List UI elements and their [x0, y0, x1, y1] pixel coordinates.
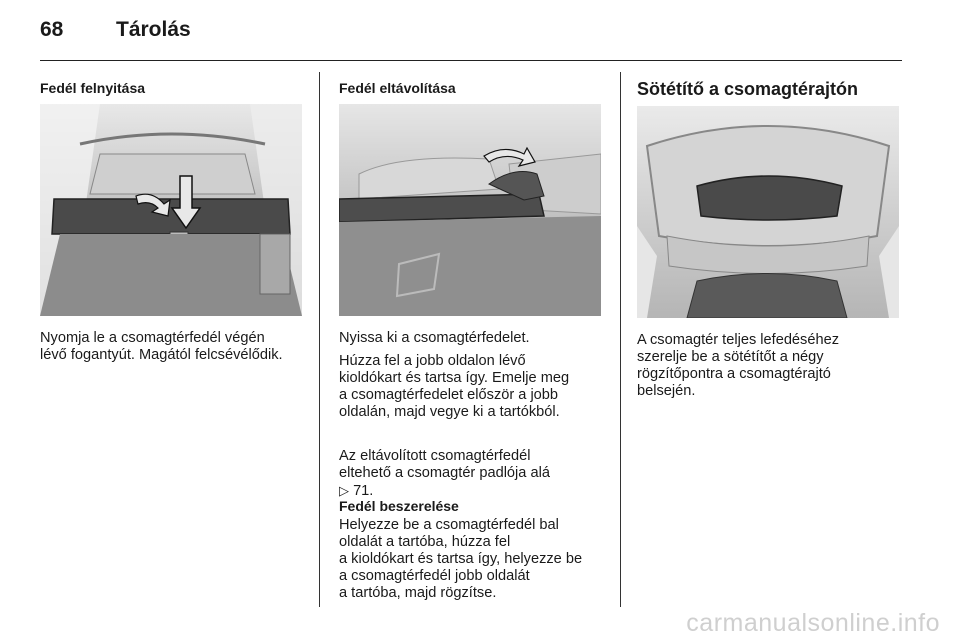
paragraph: Nyissa ki a csomagtérfedelet.: [339, 330, 530, 346]
paragraph: Nyomja le a csomagtérfedél végén lévő fogantyút. Magától felcsévélődik.: [40, 330, 283, 363]
chapter-title: Tárolás: [116, 18, 191, 41]
section-heading: Fedél eltávolítása: [339, 80, 456, 96]
ref-page: 71.: [353, 483, 374, 499]
figure-open-cover: [40, 104, 302, 316]
section-heading: Fedél felnyitása: [40, 80, 146, 96]
paragraph: Helyezze be a csomagtérfedél bal oldalát a tartóba, húzza fel a kioldókart és tartsa így, helyezze be a csomagtérfedél jobb oldalát a tartóba, majd rögzítse.: [339, 517, 583, 601]
paragraph-text: Az eltávolított csomagtérfedél eltehető a csomagtér padlója alá: [339, 448, 550, 481]
page-number: 68: [40, 18, 64, 41]
figure-sunshade: [637, 106, 899, 318]
paragraph: Húzza fel a jobb oldalon lévő kioldókart és tartsa így. Emelje meg a csomagtérfedelet először a jobb oldalán, majd vegye ki a tartókból.: [339, 353, 570, 420]
column-divider: [319, 72, 320, 607]
section-subheading: Fedél beszerelése: [339, 498, 459, 514]
ref-arrow-icon: ▷: [339, 483, 349, 498]
watermark: carmanualsonline.info: [686, 609, 940, 637]
section-heading: Sötétítő a csomagtérajtón: [637, 79, 859, 99]
column-divider: [620, 72, 621, 607]
figure-remove-cover: [339, 104, 601, 316]
header-rule: [40, 60, 902, 61]
paragraph: A csomagtér teljes lefedéséhez szerelje be a sötétítőt a négy rögzítőpontra a csomagtérajtó belsején.: [637, 332, 839, 399]
